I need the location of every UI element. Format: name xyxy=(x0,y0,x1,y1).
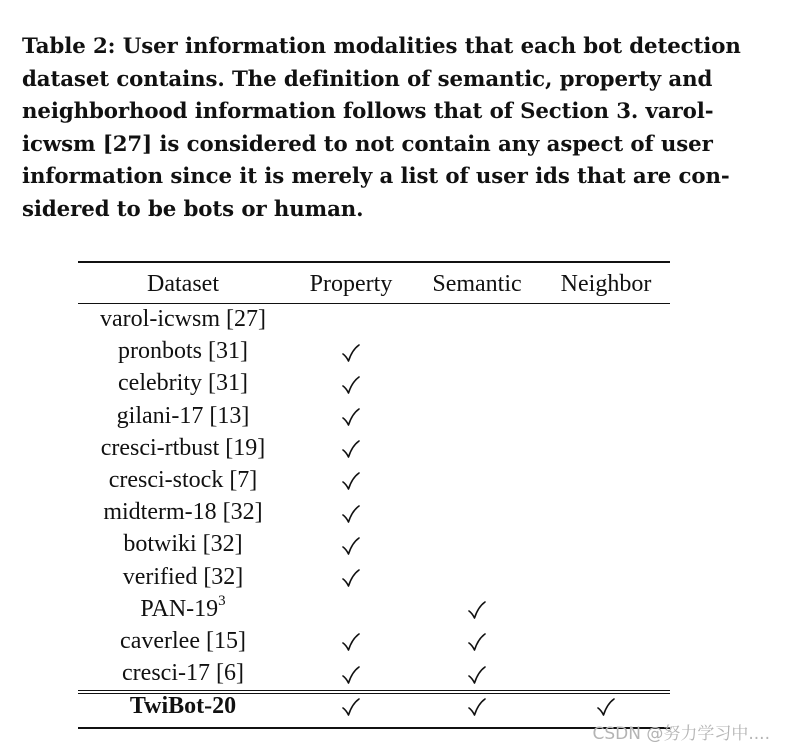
table-caption xyxy=(22,31,741,226)
semantic-cell xyxy=(417,625,537,657)
dataset-name: botwiki [32] xyxy=(123,531,243,558)
dataset-name: midterm-18 [32] xyxy=(103,499,263,526)
check-mark-icon xyxy=(341,536,361,556)
check-mark-icon xyxy=(467,665,487,685)
semantic-cell xyxy=(417,593,537,625)
footnote-marker: 3 xyxy=(218,592,226,609)
check-mark-icon xyxy=(596,697,616,717)
property-cell xyxy=(291,432,411,464)
dataset-name: cresci-stock [7] xyxy=(108,467,258,493)
dataset-name: cresci-17 [6] xyxy=(122,660,244,687)
property-cell xyxy=(291,625,411,657)
header-semantic: Semantic xyxy=(432,271,522,297)
caption-line: dataset contains. The definition of semantic, property and xyxy=(22,66,713,92)
caption-line: icwsm [27] is considered to not contain any aspect of user xyxy=(22,131,713,157)
dataset-name: pronbots [31] xyxy=(118,338,248,365)
dataset-name: caverlee [15] xyxy=(120,628,246,654)
table-bottom-rule xyxy=(78,727,670,729)
check-mark-icon xyxy=(341,439,361,459)
property-cell xyxy=(291,367,411,399)
check-mark-icon xyxy=(341,471,361,491)
property-cell xyxy=(291,335,411,367)
header-property: Property xyxy=(309,271,393,297)
dataset-name-final: TwiBot-20 xyxy=(129,693,237,719)
neighbor-cell-final xyxy=(546,690,666,722)
check-mark-icon xyxy=(467,697,487,717)
check-mark-icon xyxy=(341,665,361,685)
semantic-cell-final xyxy=(417,690,537,722)
check-mark-icon xyxy=(467,600,487,620)
check-mark-icon xyxy=(341,568,361,588)
caption-line: neighborhood information follows that of Section 3. varol- xyxy=(22,99,714,124)
check-mark-icon xyxy=(341,343,361,363)
check-mark-icon xyxy=(467,632,487,652)
property-cell-final xyxy=(291,690,411,722)
dataset-name: varol-icwsm [27] xyxy=(100,306,266,332)
header-dataset: Dataset xyxy=(147,271,219,297)
dataset-name: gilani-17 [13] xyxy=(116,402,250,429)
property-cell xyxy=(291,400,411,432)
header-neighbor: Neighbor xyxy=(560,271,652,297)
property-cell xyxy=(291,561,411,593)
caption-line: Table 2: User information modalities that each bot detection xyxy=(22,34,741,59)
check-mark-icon xyxy=(341,697,361,717)
watermark: CSDN @努力学习中.... xyxy=(592,724,770,744)
check-mark-icon xyxy=(341,407,361,427)
check-mark-icon xyxy=(341,504,361,524)
dataset-name: verified [32] xyxy=(122,563,244,590)
dataset-name: cresci-rtbust [19] xyxy=(100,434,266,461)
dataset-name: celebrity [31] xyxy=(118,370,248,397)
property-cell xyxy=(291,464,411,496)
semantic-cell xyxy=(417,657,537,689)
caption-line: sidered to be bots or human. xyxy=(22,196,364,222)
property-cell xyxy=(291,657,411,689)
caption-line: information since it is merely a list of user ids that are con- xyxy=(22,164,730,189)
table-top-rule xyxy=(78,261,670,263)
property-cell xyxy=(291,496,411,528)
check-mark-icon xyxy=(341,632,361,652)
property-cell xyxy=(291,528,411,560)
dataset-name: PAN-$19^3$ xyxy=(140,592,226,622)
check-mark-icon xyxy=(341,375,361,395)
